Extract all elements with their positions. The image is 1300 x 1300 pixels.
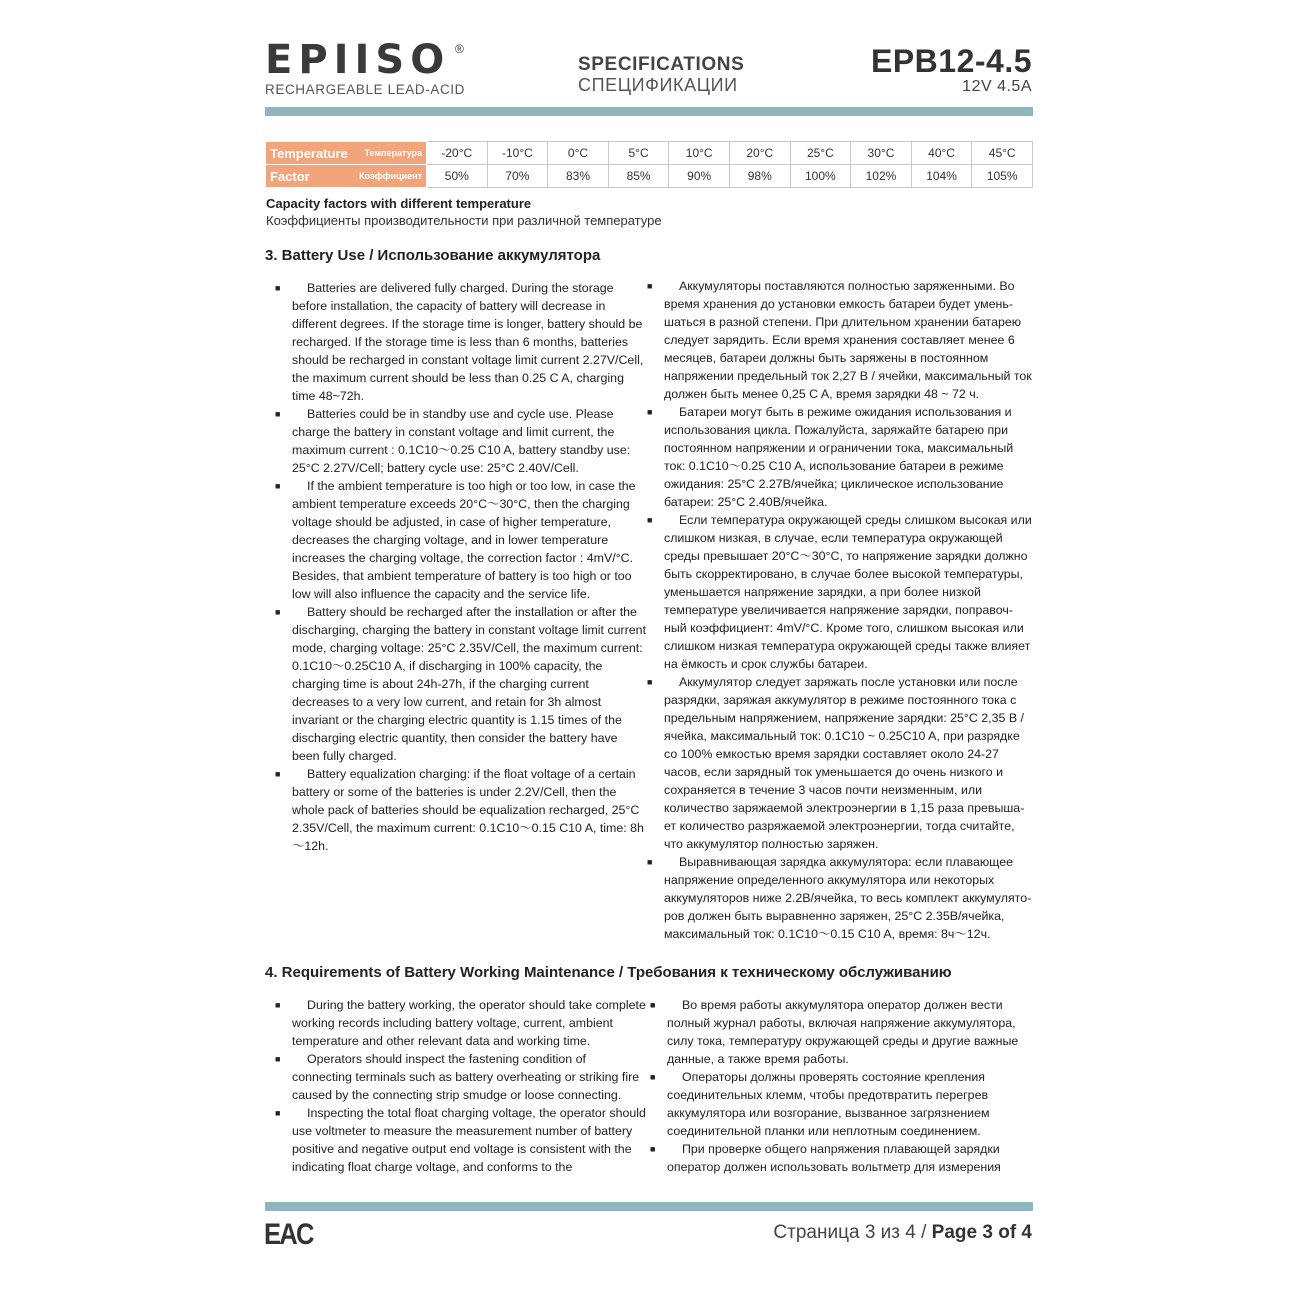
table-cell: 70%: [487, 165, 548, 188]
logo-subtitle: RECHARGEABLE LEAD-ACID: [265, 82, 465, 97]
table-cell: 5°C: [608, 142, 669, 165]
temperature-label: Temperature Температура: [266, 142, 427, 165]
capacity-factor-table: [265, 141, 1033, 188]
footer-divider: [265, 1202, 1033, 1211]
list-item: ■ During the battery working, the operator should take complete working records including battery voltage, current, ambient temperature and other relevant data and working time.: [275, 998, 646, 1048]
table-cell: 40°C: [911, 142, 972, 165]
table-cell: 102%: [851, 165, 912, 188]
factor-row: [266, 165, 1033, 188]
table-cell: 10°C: [669, 142, 730, 165]
list-item: ■ Аккумуляторы поставляются полностью заряженными. Во время хранения до установки емкость батареи будет умень-шаться в разной степени. При длительном хранении батарею следует зарядить. Если время хранения составляет менее 6 месяцев, батареи должны быть заряжены в постоянном напряжении предельный ток 2,27 В / ячейки, максимальный ток должен быть менее 0,25 C A, время зарядки 48 ~ 72 ч.: [647, 279, 1032, 401]
table-cell: 25°C: [790, 142, 851, 165]
table-cell: 98%: [729, 165, 790, 188]
section-4-english: [265, 996, 648, 1176]
header-divider: [265, 107, 1033, 116]
section-3-english: [265, 279, 648, 855]
table-cell: 100%: [790, 165, 851, 188]
table-cell: 0°C: [548, 142, 609, 165]
table-cell: -10°C: [487, 142, 548, 165]
table-caption-ru: Коэффициенты производительности при различной температуре: [266, 213, 662, 228]
list-item: ■ Inspecting the total float charging voltage, the operator should use voltmeter to measure the measurement number of battery positive and negative output end voltage is consistent with the indicating float charge voltage, and conforms to the: [275, 1106, 646, 1174]
spec-heading-ru: СПЕЦИФИКАЦИИ: [578, 75, 738, 95]
section-4-russian: [640, 996, 1032, 1176]
list-item: ■ Выравнивающая зарядка аккумулятора: если плавающее напряжение определенного аккумулятора или некоторых аккумуляторов ниже 2.2В/ячейка, то весь комплект аккумулято-ров должен быть выравненно заряжен, 25°C 2.35В/ячейка, максимальный ток: 0.1C10～0.15 C10 A, время: 8ч～12ч.: [647, 855, 1032, 941]
table-cell: 50%: [427, 165, 488, 188]
table-caption: [266, 195, 662, 229]
model-rating: 12V 4.5A: [962, 78, 1032, 95]
list-item: ■ Battery should be recharged after the installation or after the discharging, charging the battery in constant voltage limit current mode, charging voltage: 25°C 2.35V/Cell, the maximum current: 0.1C10～0.25C10 A, if discharging in 100% capacity, the charging time is about 24h-27h, if the charging current decreases to a very low current, and retain for 3h almost invariant or the charging electric quantity is 1.15 times of the discharging electric quantity, then consider the battery have been fully charged.: [275, 605, 647, 763]
table-caption-en: Capacity factors with different temperature: [266, 196, 532, 211]
table-cell: -20°C: [427, 142, 488, 165]
list-item: ■ Battery equalization charging: if the float voltage of a certain battery or some of the batteries is under 2.2V/Cell, then the whole pack of batteries should be equalization recharged, 25°C 2.35V/Cell, the maximum current: 0.1C10～0.15 C10 A, time: 8h～12h.: [275, 767, 644, 853]
model-block: [871, 44, 1032, 96]
table-cell: 90%: [669, 165, 730, 188]
list-item: ■ If the ambient temperature is too high or too low, in case the ambient temperature exceeds 20°C～30°C, then the charging voltage should be adjusted, in case of higher temperature, decreases the charging voltage, and in lower temperature increases the charging voltage, the correction factor : 4mV/°C. Besides, that ambient temperature of battery is too high or too low will also influence the capacity and the service life.: [275, 479, 636, 601]
list-item: ■ Если температура окружающей среды слишком высокая или слишком низкая, в случае, если температура окружающей среды превышает 20°C～30°C, то напряжение зарядки должно быть скорректировано, в случае более высокой температуры, уменьшается напряжение зарядки, а при более низкой температуре увеличивается напряжение зарядки, поправоч-ный коэффициент: 4mV/°C. Кроме того, слишком высокая или слишком низкая температура окружающей среды также влияет на ёмкость и срок службы батареи.: [647, 513, 1032, 671]
table-cell: 45°C: [972, 142, 1033, 165]
table-cell: 105%: [972, 165, 1033, 188]
model-name: EPB12-4.5: [870, 43, 1032, 79]
table-cell: 20°C: [729, 142, 790, 165]
list-item: ■ Операторы должны проверять состояние крепления соединительных клемм, чтобы предотвратить перегрев аккумулятора или возгорание, вызванное загрязнением соединительной планки или неплотным соединением.: [650, 1070, 990, 1138]
list-item: ■ Batteries are delivered fully charged. During the storage before installation, the capacity of battery will decrease in different degrees. If the storage time is longer, battery should be recharged. If the storage time is less than 6 months, batteries should be recharged in constant voltage limit current 2.27V/Cell, the maximum current should be less than 0.25 C A, charging time 48~72h.: [275, 281, 644, 403]
registered-mark: ®: [455, 42, 464, 56]
brand-logo: [265, 37, 465, 97]
spec-heading: [578, 55, 744, 95]
page-number-en: Page 3 of 4: [931, 1222, 1032, 1243]
list-item: ■ Batteries could be in standby use and cycle use. Please charge the battery in constant voltage and limit current, the maximum current : 0.1C10～0.25 C10 A, battery standby use: 25°C 2.27V/Cell; battery cycle use: 25°C 2.40V/Cell.: [275, 407, 631, 475]
section-4-title: 4. Requirements of Battery Working Maintenance / Требования к техническому обслуживанию: [265, 964, 952, 981]
list-item: ■ При проверке общего напряжения плавающей зарядки оператор должен использовать вольтметр для измерения: [650, 1142, 1001, 1174]
logo-wordmark: EPIISO: [265, 37, 451, 83]
table-cell: 85%: [608, 165, 669, 188]
page-number: [773, 1222, 1032, 1244]
table-cell: 30°C: [851, 142, 912, 165]
table-cell: 83%: [548, 165, 609, 188]
temperature-row: [266, 142, 1033, 165]
eac-certification-mark: EAC: [264, 1218, 313, 1251]
list-item: ■ Батареи могут быть в режиме ожидания использования и использования цикла. Пожалуйста, заряжайте батарею при постоянном напряжении и ограничении тока, максимальный ток: 0.1C10～0.25 C10 A, использование батареи в режиме ожидания: 25°C 2.27В/ячейка; циклическое использование батареи: 25°C 2.40В/ячейка.: [647, 405, 1014, 509]
list-item: ■ Аккумулятор следует заряжать после установки или после разрядки, заряжая аккумулятор в режиме постоянного тока с предельным напряжением, напряжение зарядки: 25°C 2,35 В / ячейка, максимальный ток: 0.1C10 ~ 0.25C10 A, при разрядке со 100% емкостью время зарядки составляет около 24-27 часов, если зарядный ток уменьшается до очень низкого и сохраняется в течение 3 часов почти неизменным, или количество заряжаемой электроэнергии в 1,15 раза превыша-ет количество разряжаемой электроэнергии, тогда считайте, что аккумулятор полностью заряжен.: [647, 675, 1025, 851]
page-number-ru: Страница 3 из 4 /: [773, 1222, 932, 1243]
factor-label: Factor Коэффициент: [266, 165, 427, 188]
section-3-russian: [637, 277, 1035, 943]
list-item: ■ Operators should inspect the fastening condition of connecting terminals such as battery overheating or striking fire caused by the connecting strip smudge or loose connecting.: [275, 1052, 640, 1102]
table-cell: 104%: [911, 165, 972, 188]
list-item: ■ Во время работы аккумулятора оператор должен вести полный журнал работы, включая напряжение аккумулятора, силу тока, температуру окружающей среды и другие важные данные, а также время работы.: [650, 998, 1019, 1066]
spec-heading-en: SPECIFICATIONS: [578, 54, 745, 75]
section-3-title: 3. Battery Use / Использование аккумулятора: [265, 247, 601, 264]
